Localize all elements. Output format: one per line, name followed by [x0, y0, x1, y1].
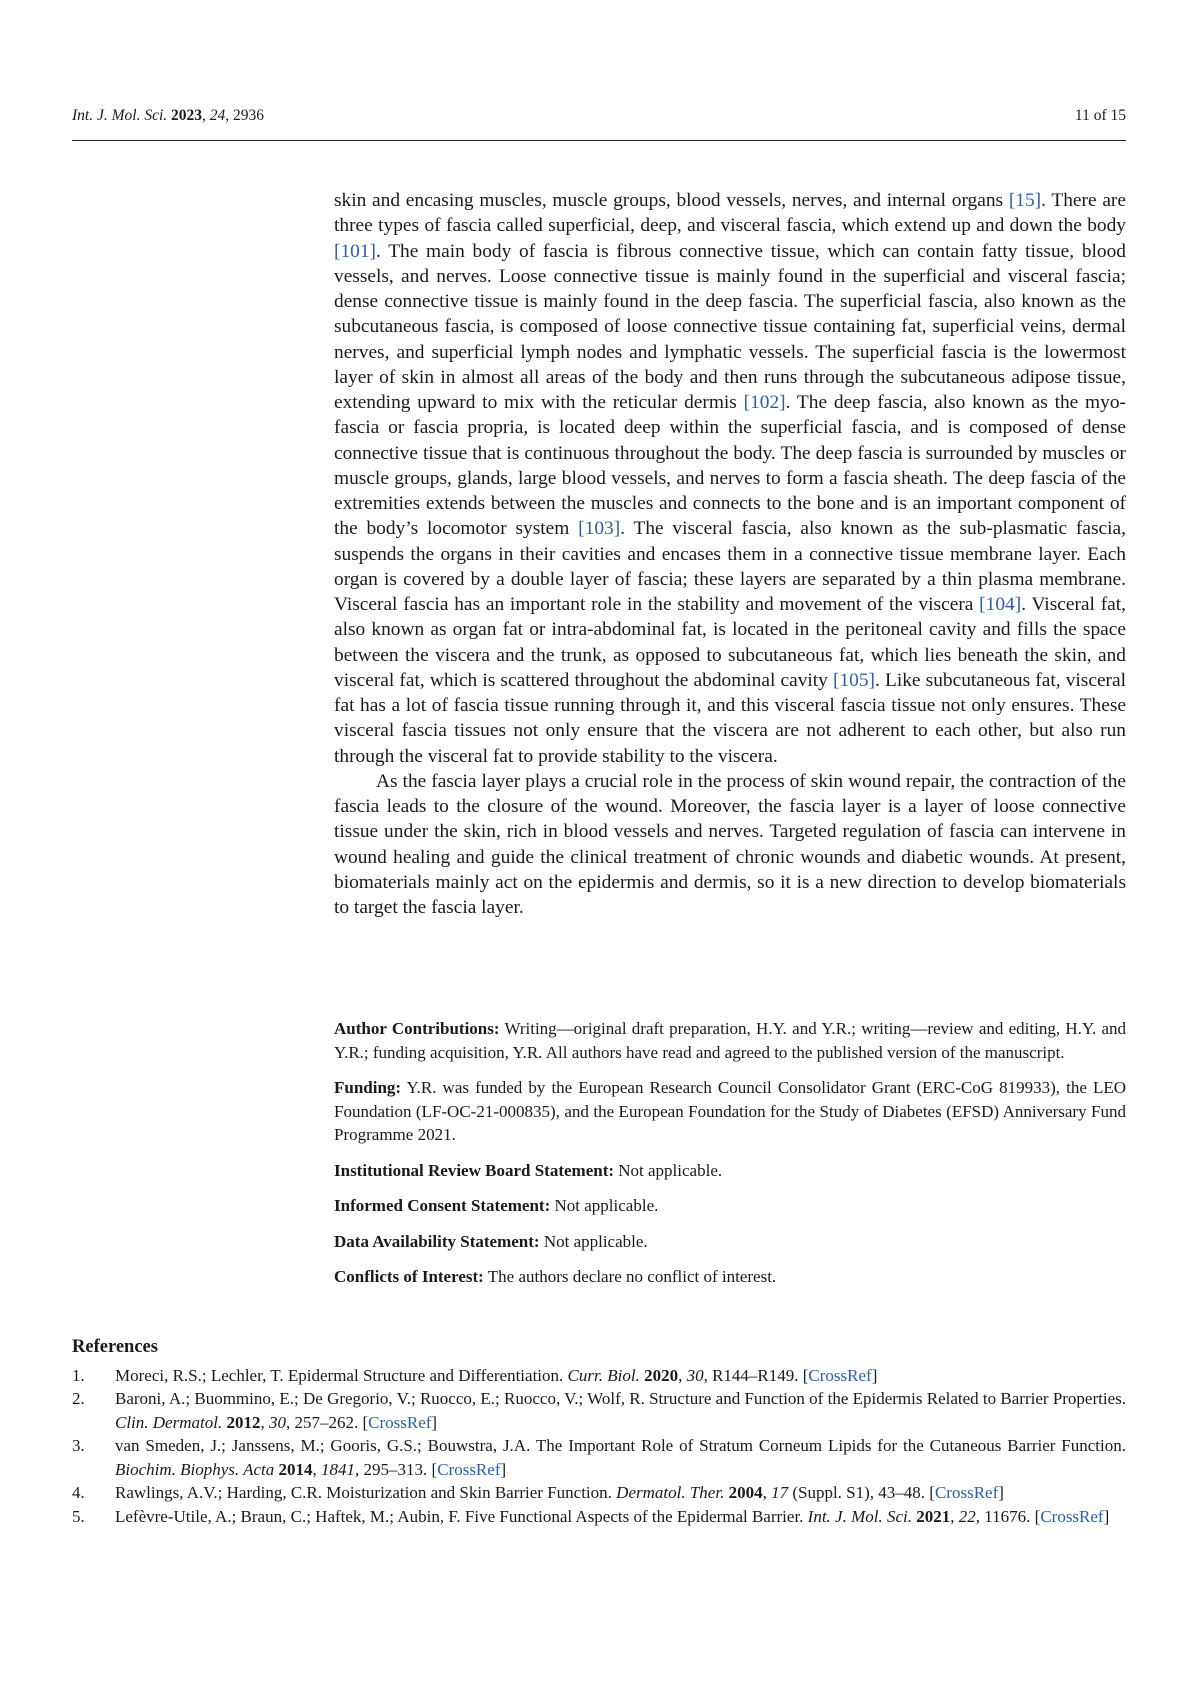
funding-statement: [334, 1076, 1126, 1147]
reference-authors-title: Moreci, R.S.; Lechler, T. Epidermal Structure and Differentiation.: [115, 1365, 568, 1385]
section-label: Conflicts of Interest:: [334, 1267, 484, 1286]
crossref-link[interactable]: CrossRef: [934, 1483, 999, 1502]
reference-item: 4. Rawlings, A.V.; Harding, C.R. Moisturization and Skin Barrier Function. Dermatol. Ther. 2004, 17 (Suppl. S1), 43–48. [CrossRef]: [72, 1481, 1126, 1505]
text-run: . Visceral fat, also known as organ fat or intra-abdominal fat, is located in the peritoneal cavity and fills the space between the viscera and the trunk, as opposed to subcutaneous fat, which lies beneath the skin, and visceral fat, which is scattered throughout the abdominal cavity: [334, 594, 1126, 691]
section-label: Funding:: [334, 1078, 402, 1097]
reference-year: 2004: [728, 1483, 763, 1502]
reference-number: 4.: [72, 1483, 85, 1502]
journal-volume: 24: [209, 107, 226, 124]
irb-statement: [334, 1159, 1126, 1183]
text-run: . The deep fascia, also known as the myo-fascia or fascia propria, is located deep within the superficial fascia, and is composed of dense connective tissue that is continuous throughout the body. The deep fascia is surrounded by muscles or muscle groups, glands, large blood vessels, and nerves to form a fascia sheath. The deep fascia of the extremities extends between the muscles and connects to the bone and is an important component of the body’s locomotor system: [334, 392, 1126, 540]
reference-number: 2.: [72, 1389, 85, 1408]
section-text: Not applicable.: [614, 1160, 723, 1180]
journal-citation: Int. J. Mol. Sci. 2023, 24, 2936: [72, 107, 265, 124]
reference-item: 3. van Smeden, J.; Janssens, M.; Gooris, G.S.; Bouwstra, J.A. The Important Role of Stratum Corneum Lipids for the Cutaneous Barrier Function. Biochim. Biophys. Acta 2014, 1841, 295–313. [CrossRef]: [72, 1436, 1126, 1479]
reference-authors-title: Lefèvre-Utile, A.; Braun, C.; Haftek, M.; Aubin, F. Five Functional Aspects of the Epidermal Barrier.: [115, 1506, 808, 1526]
reference-pages: , R144–R149.: [703, 1365, 803, 1385]
reference-volume: 30: [686, 1365, 704, 1385]
reference-journal: Dermatol. Ther.: [616, 1483, 725, 1502]
text-run: . The main body of fascia is fibrous connective tissue, which can contain fatty tissue, blood vessels, and nerves. Loose connective tissue is mainly found in the superficial and visceral fascia; dense connective tissue is mainly found in the deep fascia. The superficial fascia, also known as the subcutaneous fascia, is composed of loose connective tissue containing fat, superficial veins, dermal nerves, and superficial lymph nodes and lymphatic vessels. The superficial fascia is the lowermost layer of skin in almost all areas of the body and then runs through the subcutaneous adipose tissue, extending upward to mix with the reticular dermis: [334, 240, 1126, 413]
reference-journal: Biochim. Biophys. Acta: [115, 1459, 275, 1479]
references-section: [72, 1336, 1126, 1528]
crossref-link[interactable]: CrossRef: [368, 1412, 432, 1432]
reference-volume: 22: [958, 1506, 976, 1526]
text-run: . There are three types of fascia called superficial, deep, and visceral fascia, which extend up and down the body: [334, 190, 1126, 237]
reference-pages: , 11676.: [975, 1506, 1035, 1526]
section-label: Data Availability Statement:: [334, 1231, 540, 1251]
journal-year: 2023: [171, 107, 203, 124]
section-text: Not applicable.: [550, 1196, 659, 1215]
crossref-link[interactable]: CrossRef: [437, 1459, 501, 1479]
citation-link[interactable]: [105]: [833, 669, 876, 691]
reference-number: 1.: [72, 1365, 85, 1385]
reference-number: 3.: [72, 1436, 85, 1455]
paragraph-conclusion: As the fascia layer plays a crucial role in the process of skin wound repair, the contraction of the fascia leads to the closure of the wound. Moreover, the fascia layer is a layer of loose connective tissue under the skin, rich in blood vessels and nerves. Targeted regulation of fascia can intervene in wound healing and guide the clinical treatment of chronic wounds and diabetic wounds. At present, biomaterials mainly act on the epidermis and dermis, so it is a new direction to develop biomaterials to target the fascia layer.: [334, 770, 1126, 918]
section-text: The authors declare no conflict of interest.: [483, 1267, 777, 1286]
consent-statement: [334, 1194, 1126, 1218]
text-run: skin and encasing muscles, muscle groups, blood vessels, nerves, and internal organs: [334, 190, 1009, 211]
reference-item: 1. Moreci, R.S.; Lechler, T. Epidermal Structure and Differentiation. Curr. Biol. 2020, 30, R144–R149. [CrossRef]: [72, 1364, 1126, 1388]
crossref-link[interactable]: CrossRef: [808, 1365, 872, 1385]
section-label: Author Contributions:: [334, 1019, 500, 1038]
reference-authors-title: Rawlings, A.V.; Harding, C.R. Moisturization and Skin Barrier Function.: [115, 1483, 617, 1502]
section-label: Institutional Review Board Statement:: [334, 1160, 615, 1180]
section-label: Informed Consent Statement:: [334, 1196, 551, 1215]
citation-link[interactable]: [104]: [979, 594, 1022, 615]
reference-year: 2021: [916, 1506, 951, 1526]
reference-year: 2014: [278, 1459, 313, 1479]
reference-item: 2. Baroni, A.; Buommino, E.; De Gregorio, V.; Ruocco, E.; Ruocco, V.; Wolf, R. Structure and Function of the Epidermis Related to Barrier Properties. Clin. Dermatol. 2012, 30, 257–262. [CrossRef]: [72, 1389, 1126, 1432]
reference-pages: , 295–313.: [355, 1459, 432, 1479]
back-matter: [334, 1017, 1126, 1301]
paragraph-fascia-types: [334, 188, 1126, 769]
section-text: Y.R. was funded by the European Research Council Consolidator Grant (ERC-CoG 819933), the LEO Foundation (LF-OC-21-000835), and the European Foundation for the Study of Diabetes (EFSD) Anniversary Fund Programme 2021.: [334, 1078, 1126, 1144]
reference-year: 2012: [226, 1412, 261, 1432]
article-number: 2936: [233, 107, 265, 124]
text-run: . Like subcutaneous fat, visceral fat has a lot of fascia tissue running through it, and this visceral fascia tissue not only ensures. These visceral fascia tissues not only ensure that the viscera are not adherent to each other, but also run through the visceral fat to provide stability to the viscera.: [334, 669, 1126, 767]
section-text: Not applicable.: [539, 1231, 648, 1251]
page-header: [72, 106, 1126, 141]
references-heading: References: [72, 1337, 158, 1357]
citation-link[interactable]: [103]: [578, 518, 621, 540]
main-text: [334, 188, 1126, 920]
reference-authors-title: van Smeden, J.; Janssens, M.; Gooris, G.S.; Bouwstra, J.A. The Important Role of Stratum Corneum Lipids for the Cutaneous Barrier Function.: [115, 1436, 1126, 1455]
citation-link[interactable]: [102]: [743, 392, 786, 413]
reference-year: 2020: [644, 1365, 679, 1385]
reference-journal: Int. J. Mol. Sci.: [807, 1506, 913, 1526]
crossref-link[interactable]: CrossRef: [1040, 1506, 1104, 1526]
author-contributions: [334, 1017, 1126, 1064]
section-text: Writing—original draft preparation, H.Y. and Y.R.; writing—review and editing, H.Y. and Y.R.; funding acquisition, Y.R. All authors have read and agreed to the published version of the manuscript.: [334, 1019, 1126, 1062]
reference-number: 5.: [72, 1506, 85, 1526]
citation-link[interactable]: [15]: [1008, 190, 1042, 211]
reference-volume: 17: [771, 1483, 789, 1502]
reference-pages: , 257–262.: [285, 1412, 363, 1432]
reference-list: [72, 1364, 1126, 1529]
journal-name: Int. J. Mol. Sci.: [72, 107, 168, 124]
conflicts-statement: [334, 1265, 1126, 1289]
reference-volume: 30: [268, 1412, 286, 1432]
reference-journal: Clin. Dermatol.: [115, 1412, 223, 1432]
reference-volume: 1841: [321, 1459, 356, 1479]
citation-link[interactable]: [101]: [334, 240, 377, 262]
text-run: . The visceral fascia, also known as the sub-plasmatic fascia, suspends the organs in their cavities and encases them in a connective tissue membrane layer. Each organ is covered by a double layer of fascia; these layers are separated by a thin plasma membrane. Visceral fascia has an important role in the stability and movement of the viscera: [334, 518, 1126, 615]
reference-authors-title: Baroni, A.; Buommino, E.; De Gregorio, V.; Ruocco, E.; Ruocco, V.; Wolf, R. Structure and Function of the Epidermis Related to Barrier Properties.: [115, 1389, 1126, 1408]
page-number: 11 of 15: [1074, 107, 1126, 124]
reference-journal: Curr. Biol.: [567, 1365, 640, 1385]
reference-item: 5. Lefèvre-Utile, A.; Braun, C.; Haftek, M.; Aubin, F. Five Functional Aspects of the Epidermal Barrier. Int. J. Mol. Sci. 2021, 22, 11676. [CrossRef]: [72, 1505, 1126, 1529]
reference-pages: (Suppl. S1), 43–48.: [788, 1483, 930, 1502]
data-availability-statement: [334, 1230, 1126, 1254]
